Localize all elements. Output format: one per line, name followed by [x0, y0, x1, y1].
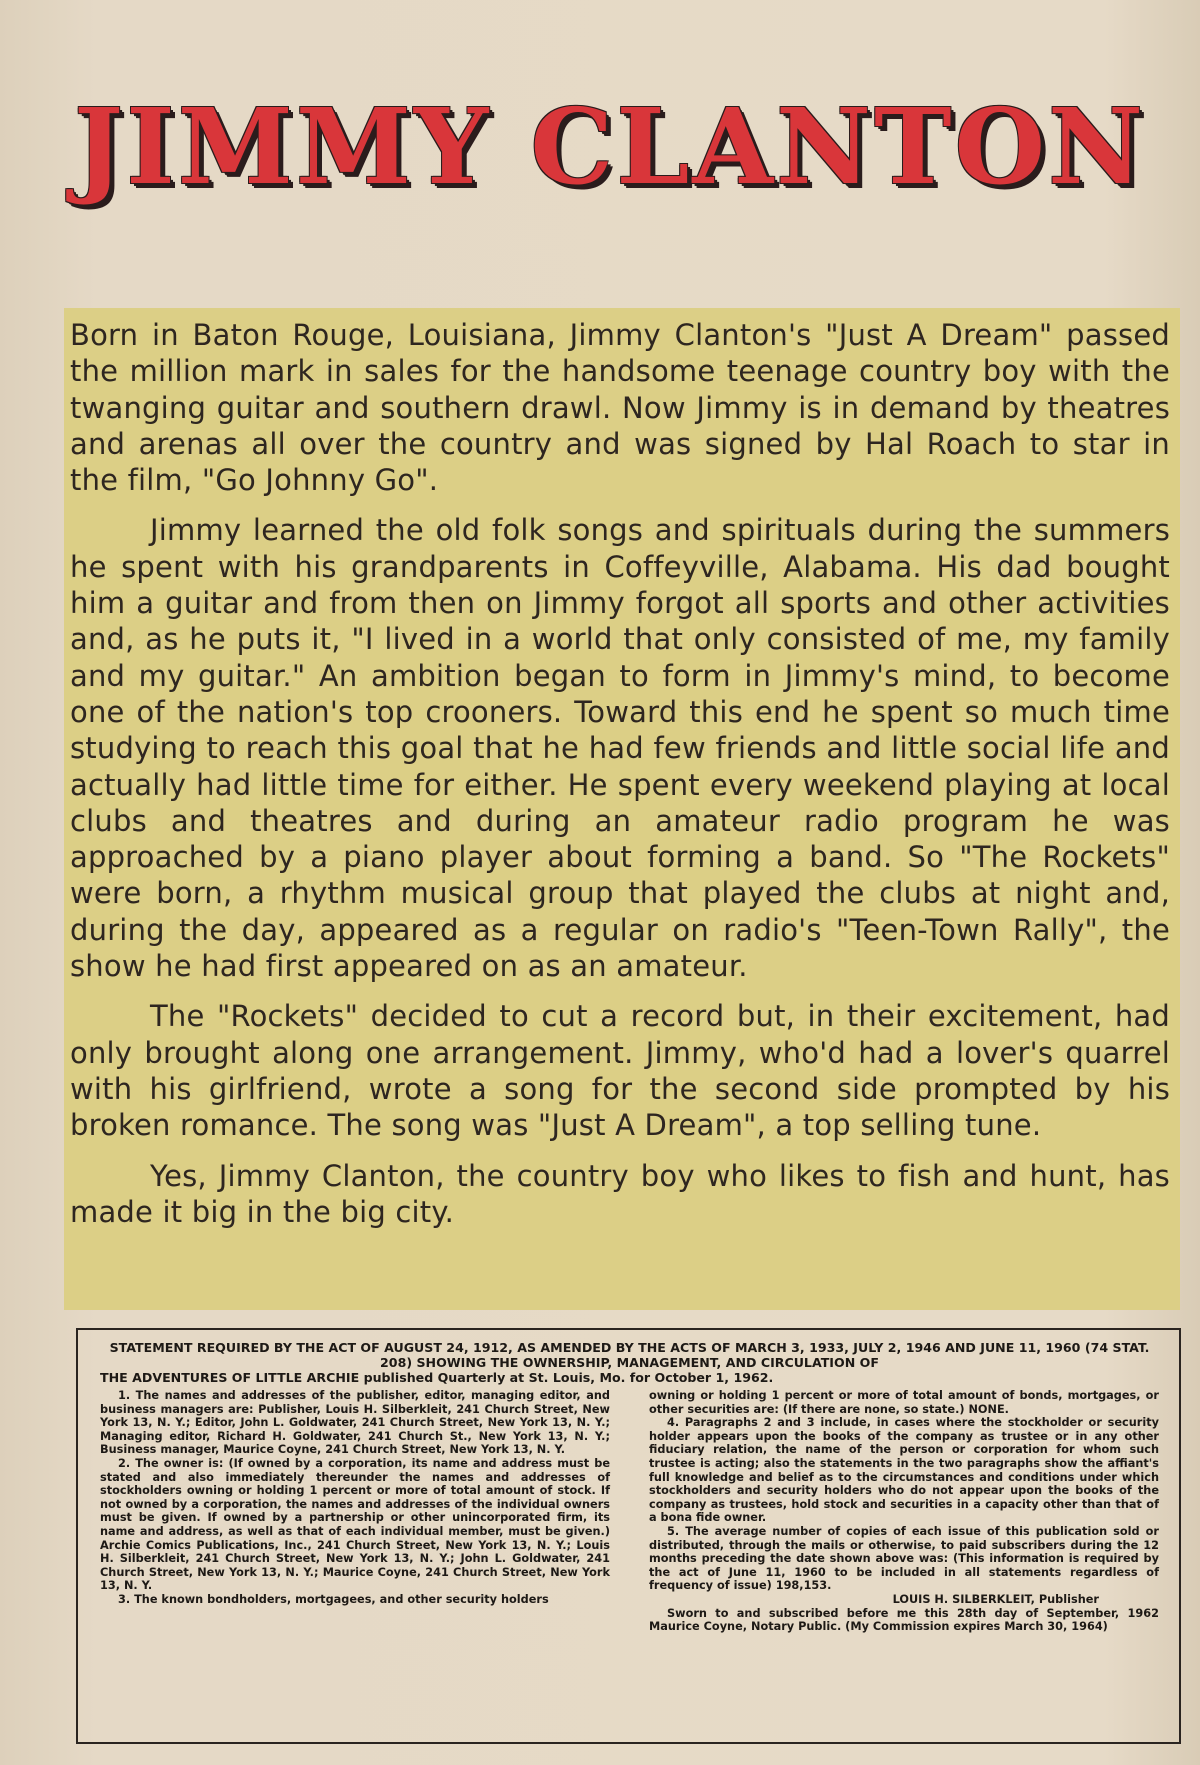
statement-columns [100, 1389, 1159, 1634]
statement-item: 4. Paragraphs 2 and 3 include, in cases where the stockholder or security holder appears upon the books of the company as trustee or in any other fiduciary relation, the name of the person or corporation for whom such trustee is acting; also the statements in the two paragraphs show the affiant's full knowledge and belief as to the circumstances and conditions under which stockholders and security holders who do not appear upon the books of the company as trustees, hold stock and securities in a capacity other than that of a bona fide owner. [649, 1416, 1159, 1525]
article-panel [64, 308, 1180, 1310]
statement-right-column [649, 1389, 1159, 1634]
statement-sworn: Sworn to and subscribed before me this 28th day of September, 1962 Maurice Coyne, Notary Public. (My Commission expires March 30, 1964) [649, 1606, 1159, 1634]
article-paragraph: Yes, Jimmy Clanton, the country boy who likes to fish and hunt, has made it big in the big city. [70, 1158, 1170, 1229]
article-paragraph: Born in Baton Rouge, Louisiana, Jimmy Clanton's "Just A Dream" passed the million mark in sales for the handsome teenage country boy with the twanging guitar and southern drawl. Now Jimmy is in demand by theatres and arenas all over the country and was signed by Hal Roach to star in the film, "Go Johnny Go". [70, 318, 1170, 498]
ownership-statement [76, 1328, 1181, 1744]
statement-signature: LOUIS H. SILBERKLEIT, Publisher [892, 1592, 1099, 1606]
statement-left-column [100, 1389, 610, 1634]
page-title: JIMMY CLANTON [73, 85, 1147, 208]
statement-item: 3. The known bondholders, mortgagees, and other security holders [118, 1592, 549, 1606]
statement-item: 5. The average number of copies of each issue of this publication sold or distributed, through the mails or otherwise, to paid subscribers during the 12 months preceding the date shown above was: (This information is required by the act of June 11, 1960 to be included in all statements regardless of frequency of issue) 198,153. [649, 1524, 1159, 1593]
statement-item: owning or holding 1 percent or more of total amount of bonds, mortgages, or other securities are: (If there are none, so state.) NONE. [649, 1389, 1159, 1416]
article-paragraph: The "Rockets" decided to cut a record but, in their excitement, had only brought along one arrangement. Jimmy, who'd had a lover's quarrel with his girlfriend, wrote a song for the second side prompted by his broken romance. The song was "Just A Dream", a top selling tune. [70, 999, 1170, 1143]
statement-item: 2. The owner is: (If owned by a corporation, its name and address must be stated and also immediately thereunder the names and addresses of stockholders owning or holding 1 percent or more of total amount of stock. If not owned by a corporation, the names and addresses of the individual owners must be given. If owned by a partnership or other unincorporated firm, its name and address, as well as that of each individual member, must be given.) Archie Comics Publications, Inc., 241 Church Street, New York 13, N. Y.; Louis H. Silberkleit, 241 Church Street, New York 13, N. Y.; John L. Goldwater, 241 Church Street, New York 13, N. Y.; Maurice Coyne, 241 Church Street, New York 13, N. Y. [100, 1456, 610, 1593]
statement-publication-line: THE ADVENTURES OF LITTLE ARCHIE published Quarterly at St. Louis, Mo. for October 1, 1962. [100, 1370, 774, 1385]
statement-item: 1. The names and addresses of the publisher, editor, managing editor, and business managers are: Publisher, Louis H. Silberkleit, 241 Church Street, New York 13, N. Y.; Editor, John L. Goldwater, 241 Church Street, New York 13, N. Y.; Managing editor, Richard H. Goldwater, 241 Church St., New York 13, N. Y.; Business manager, Maurice Coyne, 241 Church Street, New York 13, N. Y. [100, 1389, 610, 1457]
statement-heading: STATEMENT REQUIRED BY THE ACT OF AUGUST 24, 1912, AS AMENDED BY THE ACTS OF MARCH 3, 1933, JULY 2, 1946 AND JUNE 11, 1960 (74 STAT. 208) SHOWING THE OWNERSHIP, MANAGEMENT, AND CIRCULATION OF [109, 1340, 1150, 1370]
article-paragraph: Jimmy learned the old folk songs and spirituals during the summers he spent with his grandparents in Coffeyville, Alabama. His dad bought him a guitar and from then on Jimmy forgot all sports and other activities and, as he puts it, "I lived in a world that only consisted of me, my family and my guitar." An ambition began to form in Jimmy's mind, to become one of the nation's top crooners. Toward this end he spent so much time studying to reach this goal that he had few friends and little social life and actually had little time for either. He spent every weekend playing at local clubs and theatres and during an amateur radio program he was approached by a piano player about forming a band. So "The Rockets" were born, a rhythm musical group that played the clubs at night and, during the day, appeared as a regular on radio's "Teen-Town Rally", the show he had first appeared on as an amateur. [70, 513, 1170, 984]
